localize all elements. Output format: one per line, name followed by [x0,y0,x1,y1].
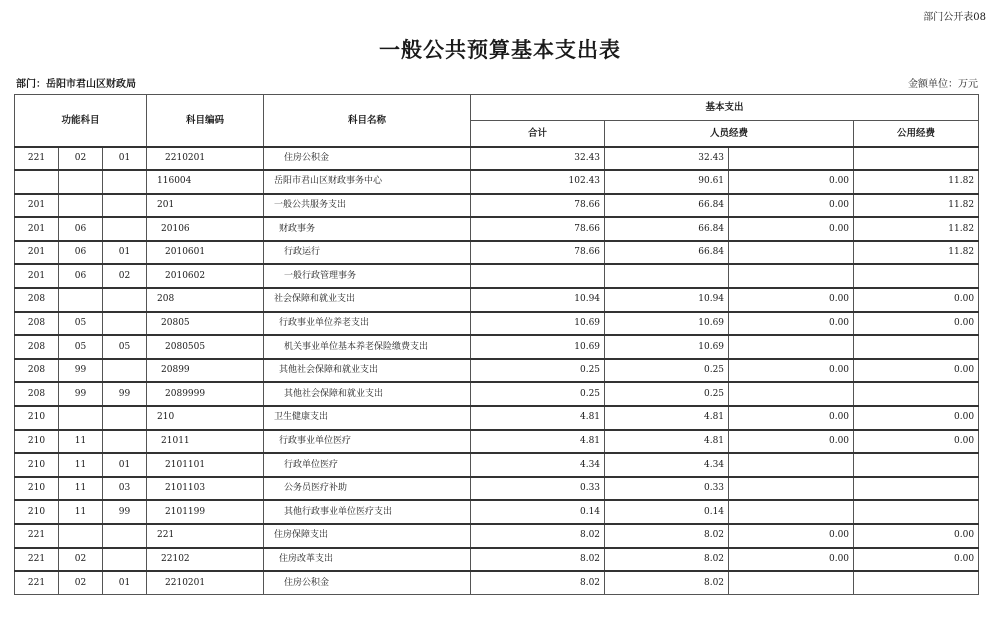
cell-personnel: 0.33 [605,477,729,501]
cell-name: 机关事业单位基本养老保险缴费支出 [264,335,471,359]
cell-total: 78.66 [471,217,605,241]
cell-extra [729,264,854,288]
cell-name: 住房改革支出 [264,548,471,572]
table-row [15,264,979,288]
cell-personnel: 66.84 [605,194,729,218]
cell-total: 78.66 [471,241,605,265]
table-row [15,194,979,218]
cell-kuan: 06 [59,217,103,241]
cell-personnel: 0.25 [605,382,729,406]
cell-code: 221 [147,524,264,548]
cell-extra: 0.00 [729,430,854,454]
cell-kuan: 05 [59,312,103,336]
cell-kuan: 02 [59,147,103,171]
cell-personnel: 90.61 [605,170,729,194]
cell-total: 10.94 [471,288,605,312]
cell-lei: 210 [15,453,59,477]
cell-code: 201 [147,194,264,218]
cell-lei: 201 [15,194,59,218]
cell-extra: 0.00 [729,217,854,241]
cell-kuan [59,170,103,194]
cell-code: 208 [147,288,264,312]
table-row [15,147,979,171]
cell-name: 一般行政管理事务 [264,264,471,288]
cell-lei: 221 [15,524,59,548]
cell-code: 2210201 [147,571,264,595]
cell-kuan: 05 [59,335,103,359]
cell-public: 0.00 [854,430,979,454]
cell-lei: 210 [15,406,59,430]
cell-personnel: 10.69 [605,335,729,359]
table-row [15,217,979,241]
cell-name: 岳阳市君山区财政事务中心 [264,170,471,194]
cell-total: 0.14 [471,500,605,524]
cell-name: 行政事业单位医疗 [264,430,471,454]
cell-public: 0.00 [854,359,979,383]
cell-total: 0.33 [471,477,605,501]
cell-personnel: 4.81 [605,406,729,430]
table-row [15,500,979,524]
cell-name: 住房公积金 [264,147,471,171]
cell-public [854,500,979,524]
cell-name: 行政事业单位养老支出 [264,312,471,336]
cell-xiang [103,548,147,572]
cell-code: 22102 [147,548,264,572]
cell-xiang [103,359,147,383]
cell-extra: 0.00 [729,312,854,336]
cell-public: 11.82 [854,217,979,241]
cell-personnel: 32.43 [605,147,729,171]
table-row [15,288,979,312]
header-func-subject: 功能科目 [15,95,147,147]
cell-total: 4.81 [471,430,605,454]
cell-name: 住房公积金 [264,571,471,595]
cell-xiang: 05 [103,335,147,359]
cell-public: 0.00 [854,524,979,548]
cell-extra [729,241,854,265]
cell-total: 4.34 [471,453,605,477]
cell-public [854,147,979,171]
cell-personnel: 66.84 [605,241,729,265]
cell-kuan [59,194,103,218]
cell-name: 社会保障和就业支出 [264,288,471,312]
cell-kuan: 06 [59,241,103,265]
cell-extra: 0.00 [729,194,854,218]
cell-public: 11.82 [854,170,979,194]
cell-name: 行政单位医疗 [264,453,471,477]
header-name: 科目名称 [264,95,471,147]
cell-lei: 201 [15,264,59,288]
cell-personnel: 66.84 [605,217,729,241]
cell-extra [729,453,854,477]
cell-lei: 208 [15,382,59,406]
table-row [15,548,979,572]
cell-extra [729,382,854,406]
cell-xiang [103,430,147,454]
cell-personnel: 0.25 [605,359,729,383]
table-row [15,453,979,477]
cell-code: 2210201 [147,147,264,171]
cell-kuan: 02 [59,571,103,595]
cell-public: 0.00 [854,548,979,572]
cell-extra: 0.00 [729,359,854,383]
cell-total: 0.25 [471,382,605,406]
cell-xiang: 03 [103,477,147,501]
cell-personnel: 4.81 [605,430,729,454]
cell-name: 住房保障支出 [264,524,471,548]
cell-kuan: 99 [59,382,103,406]
cell-xiang [103,194,147,218]
cell-kuan: 11 [59,500,103,524]
header-code: 科目编码 [147,95,264,147]
table-row [15,430,979,454]
cell-total: 78.66 [471,194,605,218]
cell-public [854,264,979,288]
cell-lei: 221 [15,548,59,572]
cell-name: 公务员医疗补助 [264,477,471,501]
cell-code: 2101103 [147,477,264,501]
cell-kuan: 02 [59,548,103,572]
cell-public [854,571,979,595]
cell-xiang: 01 [103,241,147,265]
cell-total: 4.81 [471,406,605,430]
cell-kuan: 06 [59,264,103,288]
cell-total: 102.43 [471,170,605,194]
cell-lei: 201 [15,241,59,265]
cell-extra: 0.00 [729,170,854,194]
cell-personnel: 4.34 [605,453,729,477]
cell-public: 0.00 [854,288,979,312]
cell-name: 行政运行 [264,241,471,265]
cell-lei [15,170,59,194]
amount-unit-label: 金额单位：万元 [908,79,978,90]
table-row [15,359,979,383]
cell-code: 2101101 [147,453,264,477]
cell-xiang [103,288,147,312]
cell-total: 8.02 [471,548,605,572]
cell-lei: 208 [15,335,59,359]
cell-lei: 210 [15,500,59,524]
cell-personnel: 10.94 [605,288,729,312]
expenditure-table [14,94,979,595]
form-number: 部门公开表08 [923,12,986,23]
table-row [15,571,979,595]
table-row [15,312,979,336]
cell-lei: 208 [15,359,59,383]
cell-name: 一般公共服务支出 [264,194,471,218]
cell-name: 其他社会保障和就业支出 [264,359,471,383]
cell-personnel: 8.02 [605,524,729,548]
cell-total: 10.69 [471,312,605,336]
cell-extra: 0.00 [729,524,854,548]
cell-personnel: 8.02 [605,571,729,595]
cell-xiang [103,217,147,241]
header-total: 合计 [471,121,605,147]
cell-code: 20805 [147,312,264,336]
cell-personnel: 0.14 [605,500,729,524]
table-row [15,241,979,265]
cell-name: 其他社会保障和就业支出 [264,382,471,406]
cell-extra: 0.00 [729,406,854,430]
cell-code: 2101199 [147,500,264,524]
table-row [15,170,979,194]
cell-lei: 221 [15,147,59,171]
cell-name: 其他行政事业单位医疗支出 [264,500,471,524]
header-basic-expenditure: 基本支出 [471,95,979,121]
header-public: 公用经费 [854,121,979,147]
cell-total: 0.25 [471,359,605,383]
cell-extra: 0.00 [729,548,854,572]
cell-extra [729,571,854,595]
cell-xiang: 01 [103,453,147,477]
cell-kuan [59,406,103,430]
department-label: 部门：岳阳市君山区财政局 [16,79,136,90]
cell-kuan [59,524,103,548]
cell-lei: 201 [15,217,59,241]
table-row [15,335,979,359]
cell-extra [729,335,854,359]
cell-code: 20106 [147,217,264,241]
cell-personnel: 8.02 [605,548,729,572]
cell-total [471,264,605,288]
cell-total: 8.02 [471,571,605,595]
page-title: 一般公共预算基本支出表 [379,37,621,62]
cell-personnel: 10.69 [605,312,729,336]
cell-public [854,453,979,477]
cell-xiang: 01 [103,571,147,595]
cell-total: 8.02 [471,524,605,548]
cell-code: 20899 [147,359,264,383]
cell-code: 210 [147,406,264,430]
cell-public: 11.82 [854,194,979,218]
table-row [15,477,979,501]
table-row [15,524,979,548]
cell-extra [729,500,854,524]
cell-extra [729,147,854,171]
cell-xiang [103,312,147,336]
cell-public: 11.82 [854,241,979,265]
cell-kuan: 99 [59,359,103,383]
cell-kuan [59,288,103,312]
cell-xiang [103,406,147,430]
cell-public [854,335,979,359]
cell-personnel [605,264,729,288]
cell-kuan: 11 [59,430,103,454]
cell-total: 32.43 [471,147,605,171]
cell-lei: 208 [15,288,59,312]
cell-kuan: 11 [59,477,103,501]
cell-xiang: 99 [103,382,147,406]
cell-public: 0.00 [854,406,979,430]
table-row [15,406,979,430]
header-personnel: 人员经费 [605,121,854,147]
cell-code: 2010601 [147,241,264,265]
cell-xiang: 02 [103,264,147,288]
cell-xiang: 01 [103,147,147,171]
cell-code: 2080505 [147,335,264,359]
cell-total: 10.69 [471,335,605,359]
cell-code: 2010602 [147,264,264,288]
cell-code: 2089999 [147,382,264,406]
table-row [15,382,979,406]
cell-public [854,477,979,501]
cell-xiang: 99 [103,500,147,524]
cell-lei: 210 [15,477,59,501]
cell-code: 116004 [147,170,264,194]
cell-extra [729,477,854,501]
cell-xiang [103,524,147,548]
cell-lei: 210 [15,430,59,454]
cell-extra: 0.00 [729,288,854,312]
cell-public [854,382,979,406]
cell-lei: 221 [15,571,59,595]
cell-kuan: 11 [59,453,103,477]
cell-name: 卫生健康支出 [264,406,471,430]
cell-code: 21011 [147,430,264,454]
cell-public: 0.00 [854,312,979,336]
cell-name: 财政事务 [264,217,471,241]
table-body [15,147,979,595]
cell-lei: 208 [15,312,59,336]
cell-xiang [103,170,147,194]
